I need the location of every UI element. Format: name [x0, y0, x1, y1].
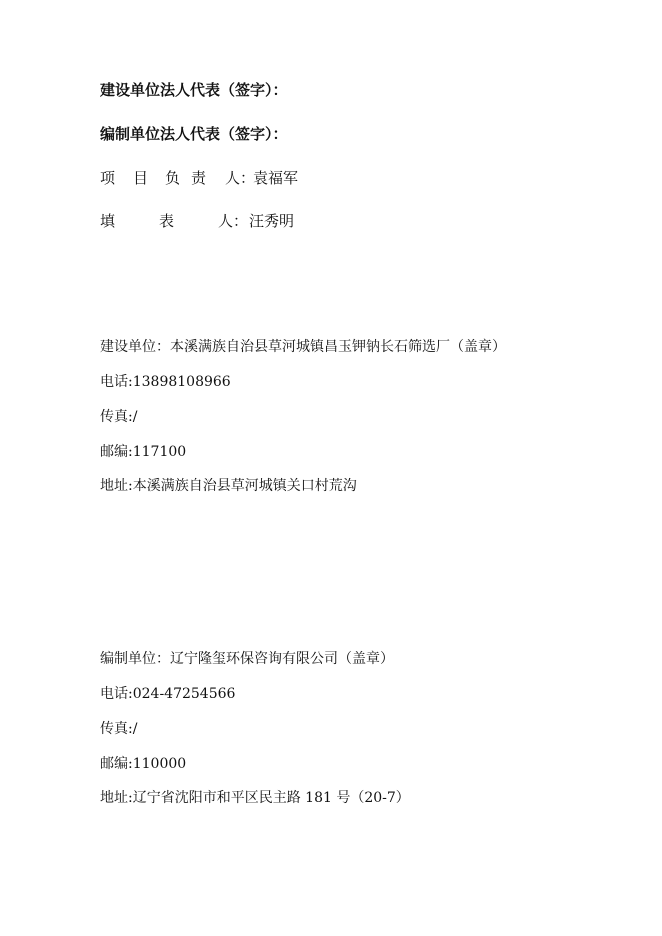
preparing-unit-address: 地址:辽宁省沈阳市和平区民主路 181 号（20-7）: [100, 790, 410, 806]
project-leader-label-char: 目: [133, 169, 149, 187]
preparer-rep-signature-line: 编制单位法人代表（签字）：: [100, 125, 288, 143]
construction-unit-postcode: 邮编:117100: [100, 444, 187, 460]
construction-unit-address: 地址:本溪满族自治县草河城镇关口村荒沟: [100, 478, 357, 494]
construction-rep-signature-line: 建设单位法人代表（签字）：: [100, 81, 288, 99]
preparing-unit-postcode: 邮编:110000: [100, 756, 187, 772]
form-filler-label-char: 人：: [218, 212, 249, 230]
project-leader-label-char: 人：: [225, 169, 256, 187]
form-filler-row: [100, 211, 400, 231]
project-leader-label-char: 责: [191, 169, 207, 187]
construction-unit-phone: 电话:13898108966: [100, 374, 231, 390]
project-leader-label-char: 项: [100, 169, 116, 187]
preparing-unit-fax: 传真:/: [100, 721, 138, 737]
project-leader-name: 袁福军: [253, 169, 299, 187]
form-filler-label-char: 表: [159, 212, 175, 230]
construction-unit-name: 建设单位：本溪满族自治县草河城镇昌玉钾钠长石筛选厂（盖章）: [100, 339, 506, 355]
project-leader-label-char: 负: [165, 169, 181, 187]
project-leader-row: [100, 168, 400, 188]
form-filler-label-char: 填: [100, 212, 116, 230]
preparing-unit-phone: 电话:024-47254566: [100, 686, 236, 702]
form-filler-name: 汪秀明: [249, 212, 295, 230]
construction-unit-fax: 传真:/: [100, 409, 138, 425]
preparing-unit-name: 编制单位：辽宁隆玺环保咨询有限公司（盖章）: [100, 651, 394, 667]
